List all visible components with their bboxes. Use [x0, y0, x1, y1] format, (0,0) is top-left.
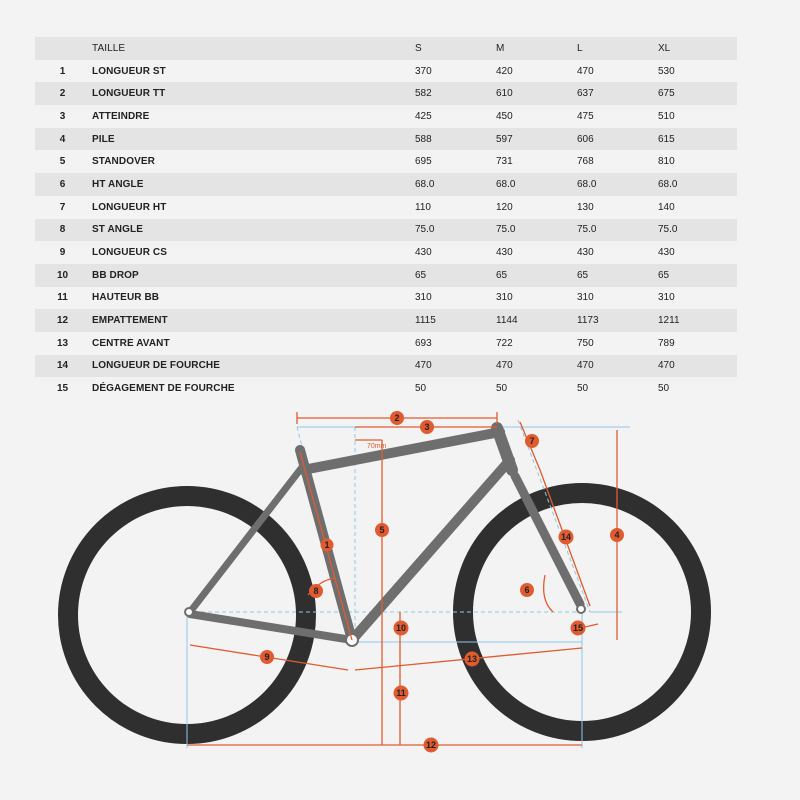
value-l: 750	[577, 332, 658, 355]
svg-text:2: 2	[394, 413, 400, 423]
row-label: ST ANGLE	[90, 219, 415, 242]
row-number: 12	[35, 309, 90, 332]
value-l: 470	[577, 355, 658, 378]
value-s: 110	[415, 196, 496, 219]
badge-10	[394, 621, 409, 636]
value-m: 75.0	[496, 219, 577, 242]
badge-3	[420, 420, 434, 434]
header-cell-m: M	[496, 37, 577, 60]
table-row	[35, 377, 737, 400]
row-label: PILE	[90, 128, 415, 151]
row-number: 14	[35, 355, 90, 378]
value-xl: 1211	[658, 309, 737, 332]
row-number: 3	[35, 105, 90, 128]
value-xl: 50	[658, 377, 737, 400]
badge-1	[321, 539, 334, 552]
value-m: 65	[496, 264, 577, 287]
bike-geometry-diagram	[0, 400, 800, 800]
value-m: 610	[496, 82, 577, 105]
badge-13	[465, 652, 480, 667]
header-cell-size: TAILLE	[90, 37, 415, 60]
value-l: 130	[577, 196, 658, 219]
value-xl: 310	[658, 287, 737, 310]
row-label: LONGUEUR CS	[90, 241, 415, 264]
header-cell-l: L	[577, 37, 658, 60]
badge-8	[309, 584, 323, 598]
value-m: 731	[496, 150, 577, 173]
badge-5	[375, 523, 389, 537]
svg-text:15: 15	[572, 623, 584, 633]
badge-9	[260, 650, 274, 664]
row-label: LONGUEUR DE FOURCHE	[90, 355, 415, 378]
value-l: 65	[577, 264, 658, 287]
value-l: 637	[577, 82, 658, 105]
header-cell-num	[35, 37, 90, 60]
svg-text:11: 11	[396, 688, 406, 698]
svg-text:1: 1	[324, 540, 330, 550]
row-label: HT ANGLE	[90, 173, 415, 196]
row-number: 10	[35, 264, 90, 287]
svg-text:10: 10	[395, 623, 407, 633]
table-row	[35, 150, 737, 173]
top-tube	[303, 432, 500, 470]
value-m: 120	[496, 196, 577, 219]
value-l: 1173	[577, 309, 658, 332]
table-header-row	[35, 37, 737, 60]
svg-text:14: 14	[560, 532, 572, 542]
value-m: 450	[496, 105, 577, 128]
value-xl: 675	[658, 82, 737, 105]
value-xl: 75.0	[658, 219, 737, 242]
table-row	[35, 309, 737, 332]
value-s: 588	[415, 128, 496, 151]
badge-2	[390, 411, 404, 425]
table-row	[35, 128, 737, 151]
value-xl: 68.0	[658, 173, 737, 196]
badge-14	[559, 530, 574, 545]
chain-stay	[190, 614, 352, 640]
value-s: 693	[415, 332, 496, 355]
value-l: 606	[577, 128, 658, 151]
svg-text:6: 6	[524, 585, 530, 595]
row-number: 11	[35, 287, 90, 310]
row-number: 8	[35, 219, 90, 242]
value-s: 65	[415, 264, 496, 287]
row-label: LONGUEUR ST	[90, 60, 415, 83]
svg-text:9: 9	[264, 652, 270, 662]
value-m: 310	[496, 287, 577, 310]
header-cell-s: S	[415, 37, 496, 60]
row-number: 2	[35, 82, 90, 105]
value-l: 75.0	[577, 219, 658, 242]
svg-text:12: 12	[425, 740, 437, 750]
svg-text:5: 5	[379, 525, 385, 535]
row-label: ATTEINDRE	[90, 105, 415, 128]
row-label: HAUTEUR BB	[90, 287, 415, 310]
svg-text:7: 7	[529, 436, 535, 446]
row-number: 9	[35, 241, 90, 264]
value-m: 420	[496, 60, 577, 83]
row-label: LONGUEUR TT	[90, 82, 415, 105]
table-row	[35, 196, 737, 219]
row-number: 5	[35, 150, 90, 173]
row-number: 15	[35, 377, 90, 400]
row-label: LONGUEUR HT	[90, 196, 415, 219]
table-row	[35, 82, 737, 105]
value-xl: 615	[658, 128, 737, 151]
rear-hub	[185, 608, 193, 616]
value-s: 50	[415, 377, 496, 400]
row-number: 4	[35, 128, 90, 151]
row-label: EMPATTEMENT	[90, 309, 415, 332]
table-row	[35, 332, 737, 355]
value-s: 310	[415, 287, 496, 310]
row-number: 1	[35, 60, 90, 83]
svg-text:4: 4	[614, 530, 620, 540]
value-l: 68.0	[577, 173, 658, 196]
row-number: 13	[35, 332, 90, 355]
head-tube	[497, 428, 512, 470]
table-row	[35, 105, 737, 128]
table-row	[35, 173, 737, 196]
table-row	[35, 264, 737, 287]
value-s: 430	[415, 241, 496, 264]
badge-11	[394, 686, 409, 701]
row-label: CENTRE AVANT	[90, 332, 415, 355]
badge-7	[525, 434, 539, 448]
badge-6	[520, 583, 534, 597]
value-s: 425	[415, 105, 496, 128]
badge-15	[571, 621, 586, 636]
svg-text:3: 3	[424, 422, 430, 432]
value-xl: 65	[658, 264, 737, 287]
value-l: 430	[577, 241, 658, 264]
row-number: 6	[35, 173, 90, 196]
value-m: 1144	[496, 309, 577, 332]
value-s: 75.0	[415, 219, 496, 242]
value-s: 470	[415, 355, 496, 378]
value-s: 582	[415, 82, 496, 105]
table-row	[35, 219, 737, 242]
front-hub	[577, 605, 585, 613]
value-m: 470	[496, 355, 577, 378]
value-xl: 470	[658, 355, 737, 378]
row-number: 7	[35, 196, 90, 219]
value-s: 370	[415, 60, 496, 83]
row-label: DÉGAGEMENT DE FOURCHE	[90, 377, 415, 400]
value-xl: 530	[658, 60, 737, 83]
value-l: 475	[577, 105, 658, 128]
offset-70mm-label: 70mm	[367, 443, 387, 450]
table-row	[35, 241, 737, 264]
value-xl: 810	[658, 150, 737, 173]
svg-text:13: 13	[466, 654, 478, 664]
table-row	[35, 60, 737, 83]
value-s: 68.0	[415, 173, 496, 196]
badge-4	[610, 528, 624, 542]
value-l: 50	[577, 377, 658, 400]
value-xl: 510	[658, 105, 737, 128]
value-xl: 430	[658, 241, 737, 264]
value-m: 50	[496, 377, 577, 400]
table-row	[35, 287, 737, 310]
value-l: 310	[577, 287, 658, 310]
value-m: 68.0	[496, 173, 577, 196]
value-s: 695	[415, 150, 496, 173]
value-l: 768	[577, 150, 658, 173]
badge-12	[424, 738, 439, 753]
value-s: 1115	[415, 309, 496, 332]
svg-text:8: 8	[313, 586, 319, 596]
value-l: 470	[577, 60, 658, 83]
header-cell-xl: XL	[658, 37, 737, 60]
row-label: STANDOVER	[90, 150, 415, 173]
table-row	[35, 355, 737, 378]
guide-lines	[187, 420, 630, 748]
value-m: 597	[496, 128, 577, 151]
value-m: 722	[496, 332, 577, 355]
value-xl: 140	[658, 196, 737, 219]
row-label: BB DROP	[90, 264, 415, 287]
geometry-table	[35, 37, 737, 400]
value-m: 430	[496, 241, 577, 264]
value-xl: 789	[658, 332, 737, 355]
